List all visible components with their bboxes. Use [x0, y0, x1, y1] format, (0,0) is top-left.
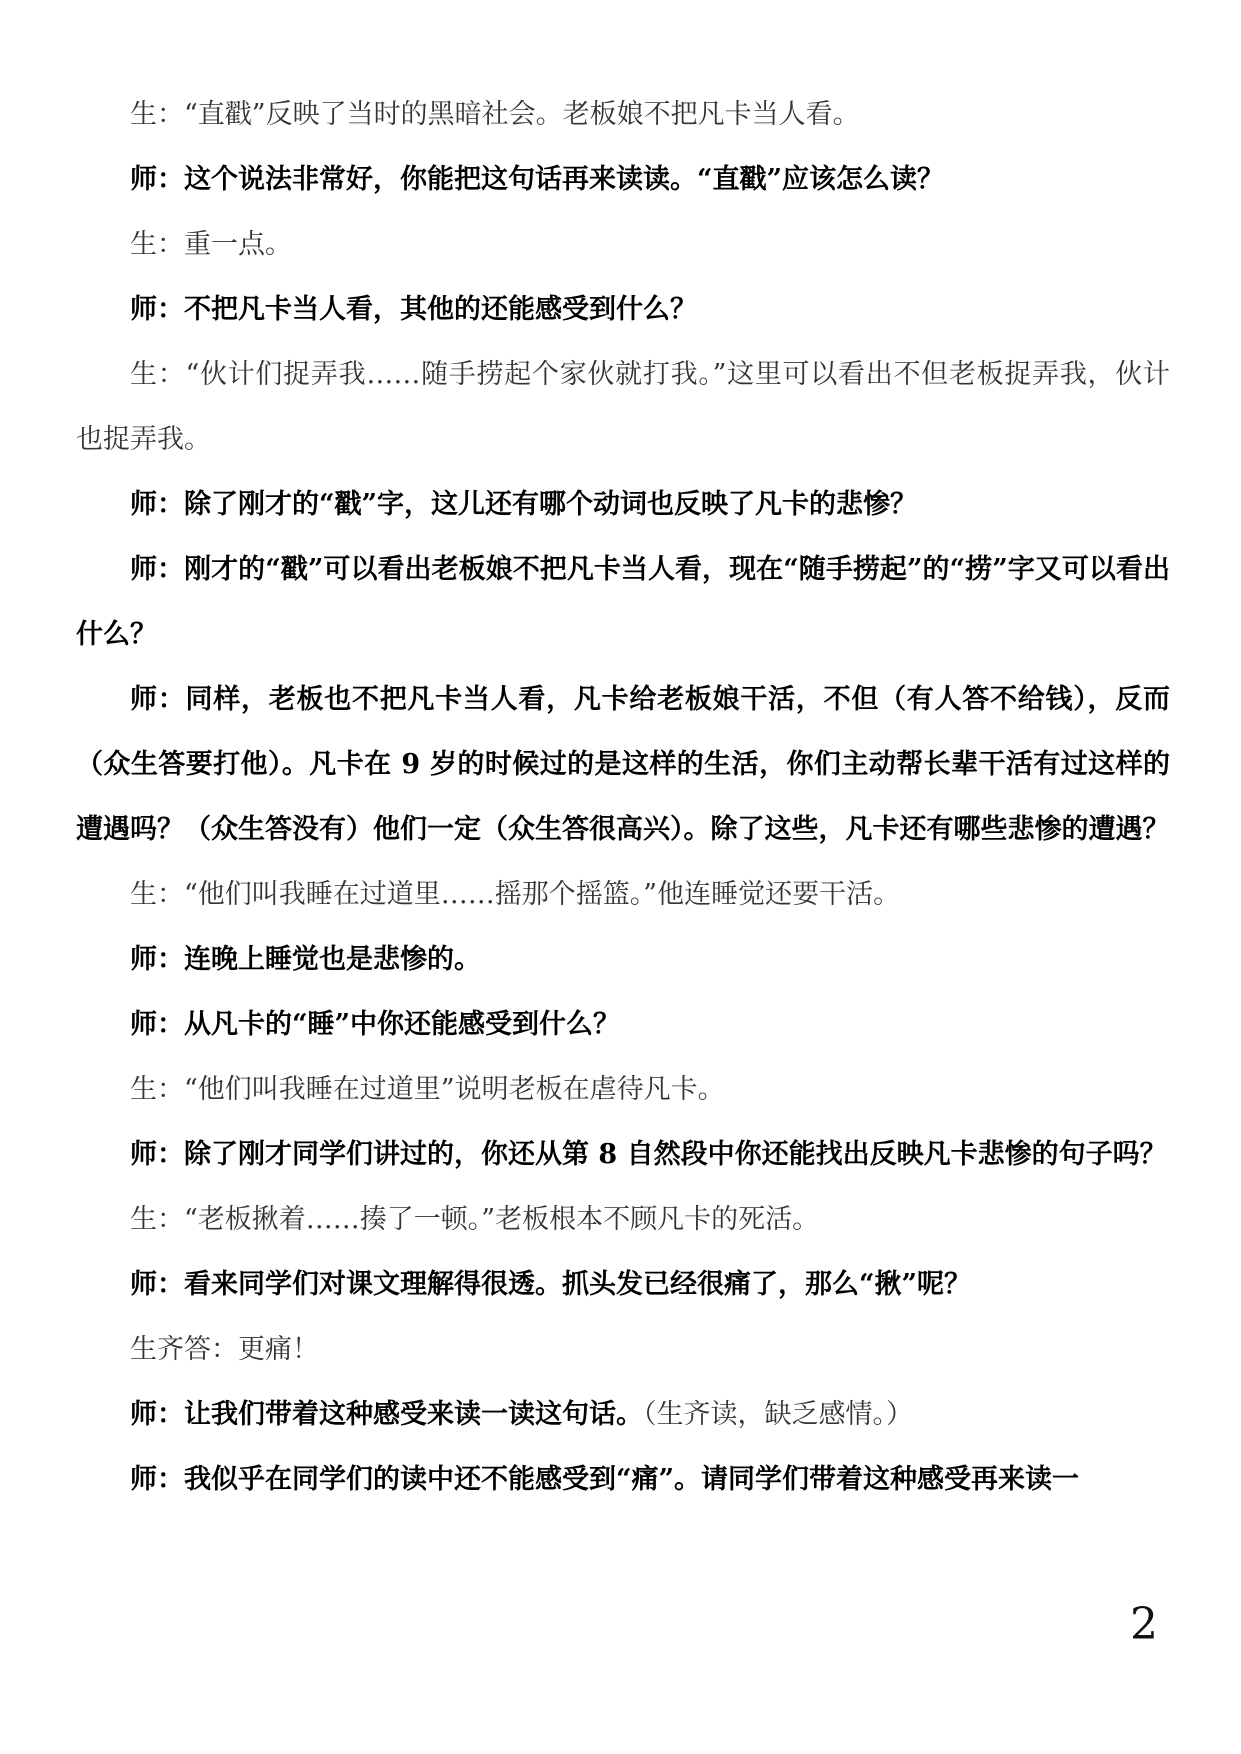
paragraph-student-14: 生：“老板揪着……揍了一顿。”老板根本不顾凡卡的死活。 — [130, 1204, 820, 1235]
paragraph-teacher-15: 师：看来同学们对课文理解得很透。抓头发已经很痛了，那么“揪”呢？ — [130, 1269, 972, 1300]
paragraph-teacher-17: 师：让我们带着这种感受来读一读这句话。（生齐读，缺乏感情。） — [130, 1399, 913, 1430]
paragraph-student-9: 生：“他们叫我睡在过道里……摇那个摇篮。”他连睡觉还要干活。 — [130, 879, 901, 910]
paragraph-teacher-4: 师：不把凡卡当人看，其他的还能感受到什么？ — [130, 294, 697, 325]
paragraph-student-5: 生：“伙计们捉弄我……随手捞起个家伙就打我。”这里可以看出不但老板捉弄我，伙计也捉弄我。 — [76, 359, 1170, 455]
paragraph-teacher-8: 师：同样，老板也不把凡卡当人看，凡卡给老板娘干活，不但（有人答不给钱），反而（众生答要打他）。凡卡在 9 岁的时候过的是这样的生活，你们主动帮长辈干活有过这样的遭遇吗？（众生答没有）他们一定（众生答很高兴）。除了这些，凡卡还有哪些悲惨的遭遇？ — [76, 684, 1170, 845]
stage-direction: （生齐读，缺乏感情。） — [643, 1399, 913, 1430]
transcript-body — [76, 82, 1170, 1512]
paragraph-student-1: 生：“直戳”反映了当时的黑暗社会。老板娘不把凡卡当人看。 — [130, 99, 860, 130]
paragraph-teacher-13: 师：除了刚才同学们讲过的，你还从第 8 自然段中你还能找出反映凡卡悲惨的句子吗？ — [130, 1139, 1167, 1170]
paragraph-teacher-2: 师：这个说法非常好，你能把这句话再来读读。“直戳”应该怎么读？ — [130, 164, 945, 195]
paragraph-student-12: 生：“他们叫我睡在过道里”说明老板在虐待凡卡。 — [130, 1074, 725, 1105]
paragraph-student-16: 生齐答：更痛！ — [130, 1334, 319, 1365]
paragraph-teacher-6: 师：除了刚才的“戳”字，这儿还有哪个动词也反映了凡卡的悲惨？ — [130, 489, 918, 520]
paragraph-teacher-10: 师：连晚上睡觉也是悲惨的。 — [130, 944, 481, 975]
paragraph-teacher-7: 师：刚才的“戳”可以看出老板娘不把凡卡当人看，现在“随手捞起”的“捞”字又可以看出什么？ — [76, 554, 1170, 650]
paragraph-student-3: 生：重一点。 — [130, 229, 292, 260]
paragraph-teacher-18: 师：我似乎在同学们的读中还不能感受到“痛”。请同学们带着这种感受再来读一 — [130, 1464, 1080, 1495]
page-number: 2 — [1130, 1599, 1158, 1650]
paragraph-teacher-11: 师：从凡卡的“睡”中你还能感受到什么？ — [130, 1009, 621, 1040]
